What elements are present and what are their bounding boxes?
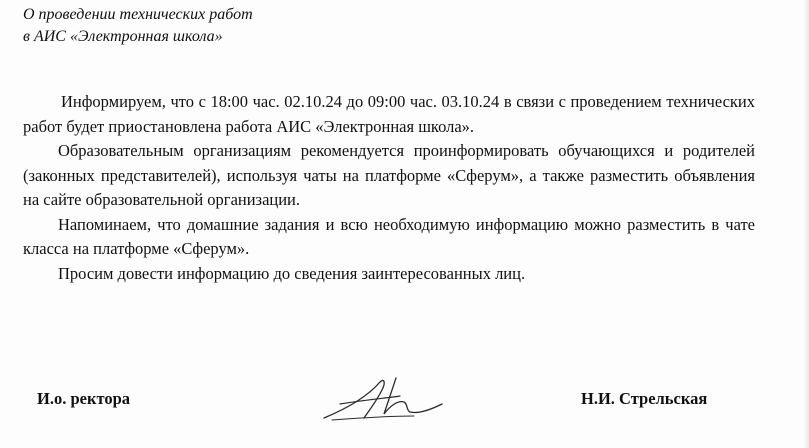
signatory-position: И.о. ректора xyxy=(37,389,131,408)
page-edge xyxy=(803,0,809,448)
document-subject xyxy=(23,4,253,48)
subject-line-2: в АИС «Электронная школа» xyxy=(23,28,223,45)
document-body xyxy=(23,90,755,286)
handwritten-signature-icon xyxy=(318,374,448,424)
paragraph-request: Просим довести информацию до сведения заинтересованных лиц. xyxy=(58,263,526,283)
subject-line-1: О проведении технических работ xyxy=(23,6,253,23)
paragraph-reminder: Напоминаем, что домашние задания и всю необходимую информацию можно разместить в чате класса на платформе «Сферум». xyxy=(23,214,755,258)
signatory-name: Н.И. Стрельская xyxy=(581,389,708,408)
paragraph-recommendation: Образовательным организациям рекомендуется проинформировать обучающихся и родителей (законных представителей), используя чаты на платформе «Сферум», а также разместить объявления на сайте образовательной организации. xyxy=(23,141,755,209)
paragraph-maintenance-notice: Информируем, что с 18:00 час. 02.10.24 до 09:00 час. 03.10.24 в связи с проведением технических работ будет приостановлена работа АИС «Электронная школа». xyxy=(23,92,755,136)
